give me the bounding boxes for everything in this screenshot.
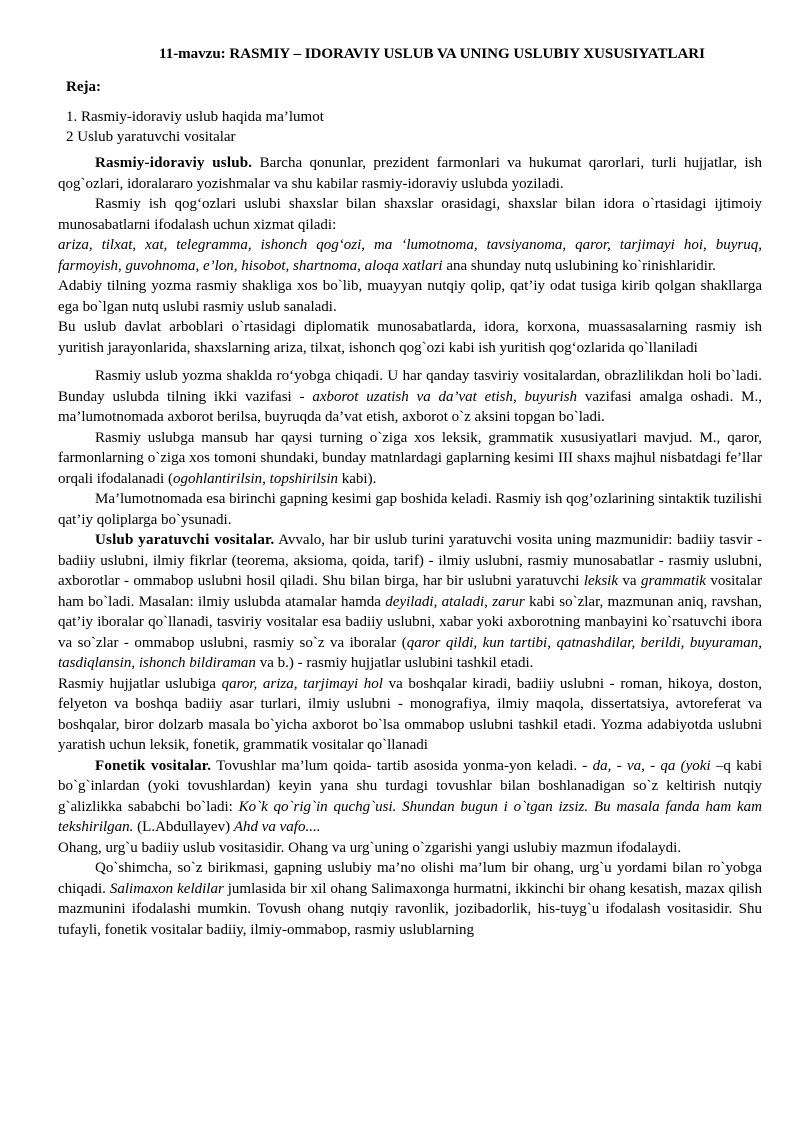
italic-text: - da, - va, - qa (yoki — [582, 757, 711, 774]
section-lead: Uslub yaratuvchi vositalar. — [95, 532, 275, 548]
paragraph-text: Rasmiy uslubga mansub har qaysi turning o`ziga xos leksik, grammatik xususiyatlari mavjud. M., qaror, farmonlarning o`ziga xos tomoni shundaki, bunday matnlardagi gaplarning kesimi III shaxs majhul nisbatdagi fe’llar orqali ifodalanadi ( — [58, 429, 762, 487]
italic-text: ogohlantirilsin, topshirilsin — [172, 470, 338, 487]
paragraph-text: vazifasi amalga oshadi. M., ma’lumotnomada axborot berilsa, buyruqda da’vat etish, axborot o`z aksini topgan bo`ladi. — [58, 388, 762, 425]
paragraph-text: kabi so`zlar, mazmunan aniq, ravshan, qat’iy iboralar qo`llanadi, tasviriy vositalar esa badiiy uslubni, xabar yoki axborotning manbayini ko`rsatuvchi ibora va so`zlar - ommabop uslubni, rasmiy so`z va iboralar ( — [58, 593, 762, 651]
italic-text: deyiladi, ataladi, zarur — [385, 593, 525, 610]
paragraph-text: Tovushlar ma’lum qoida- tartib asosida yonma-yon keladi. — [211, 757, 583, 774]
paragraph: Rasmiy ish qog‘ozlari uslubi shaxslar bilan shaxslar orasidagi, shaxslar bilan idora o`rtasidagi ijtimoiy munosabatlarni ifodalash uchun xizmat qiladi: — [58, 196, 762, 233]
paragraph — [58, 530, 762, 674]
section-lead: Fonetik vositalar. — [95, 757, 212, 774]
italic-text: Ahd va vafo.... — [233, 819, 321, 835]
italic-text: grammatik — [640, 573, 706, 589]
paragraph — [58, 153, 762, 194]
paragraph-text: (L.Abdullayev) — [133, 819, 234, 835]
italic-text: Salimaxon keldilar — [109, 880, 224, 897]
italic-text: Ko`k qo`rig`in quchg`usi. Shundan bugun i o`tgan izsiz. Bu masala fanda ham kam tekshirilgan. — [58, 798, 762, 835]
paragraph: Ohang, urg`u badiiy uslub vositasidir. Ohang va urg`uning o`zgarishi yangi uslubiy mazmun ifodalaydi. — [58, 839, 682, 856]
paragraph: Bu uslub davlat arboblari o`rtasidagi diplomatik munosabatlarda, idora, korxona, muassasalarning rasmiy ish yuritish jarayonlarida, shaxslarning ariza, tilxat, ishonch qog`ozi kabi ish yuritish qog‘ozlarida qo`llaniladi — [58, 319, 762, 356]
paragraph — [58, 674, 762, 756]
italic-text: axborot uzatish va da’vat etish, buyurish — [312, 388, 578, 405]
paragraph-text: Avvalo, har bir uslub turini yaratuvchi vosita uning mazmunidir: badiiy tasvir - badiiy uslubni, ilmiy fikrlar (teorema, aksioma, qoida, tarif) - ilmiy uslubni, rasmiy munosabatlar - rasmiy uslubni, axborotlar - ommabop uslubni hosil qiladi. Shu bilan birga, har bir uslubni yaratuvchi — [58, 532, 762, 589]
paragraph-text: kabi). — [338, 470, 377, 487]
plan-list — [66, 107, 762, 147]
page-title: 11-mavzu: RASMIY – IDORAVIY USLUB VA UNING USLUBIY XUSUSIYATLARI — [159, 46, 705, 62]
plan-item: 2 Uslub yaratuvchi vositalar — [66, 129, 236, 145]
paragraph-text: va boshqalar kiradi, badiiy uslubni - roman, hikoya, doston, felyeton va boshqa badiiy asar turlari, ilmiy uslubni - monografiya, ilmiy maqola, dissertatsiya, avtoreferat va boshqalar, biror dolzarb masala bo`yicha axborot bo`lsa ommabop uslubni tashkil etadi. Yozma adabiyotda uslubni yaratish uchun leksik, fonetik, grammatik vositalar qo`llanadi — [58, 675, 762, 753]
paragraph-text: va — [618, 573, 641, 589]
paragraph-text: va b.) - rasmiy hujjatlar uslubini tashkil etadi. — [255, 655, 534, 671]
paragraph-text: jumlasida bir xil ohang Salimaxonga hurmatni, ikkinchi bir ohang kesatish, mazax qilish mazmunini ifodalashi mumkin. Tovush ohang nutqiy ravonlik, jozibadorlik, his-tuyg`u ifodalash vositasidir. Shu tufayli, fonetik vositalar badiiy, ilmiy-ommabop, rasmiy uslublarning — [58, 880, 762, 938]
italic-text: qaror, ariza, tarjimayi hol — [221, 675, 383, 692]
paragraph-text: Rasmiy uslub yozma shaklda ro‘yobga chiqadi. U har qanday tasviriy vositalardan, obrazlilikdan holi bo`ladi. Bunday uslubda tilning ikki vazifasi - — [58, 368, 762, 405]
paragraph — [58, 756, 762, 838]
document-page — [58, 44, 762, 940]
italic-text: qaror qildi, kun tartibi, qatnashdilar, berildi, buyuraman, tasdiqlansin, ishonch bildiraman — [58, 634, 762, 671]
paragraph-text: Qo`shimcha, so`z birikmasi, gapning uslubiy ma’no olishi ma’lum bir ohang, urg`u yordami bilan ro`yobga chiqadi. — [58, 860, 762, 897]
paragraph — [58, 235, 762, 276]
paragraph-text: Rasmiy hujjatlar uslubiga — [58, 675, 222, 692]
paragraph — [58, 366, 762, 428]
paragraph-text: vositalar ham bo`ladi. Masalan: ilmiy uslubda atamalar hamda — [58, 573, 762, 610]
paragraph — [58, 428, 762, 490]
italic-text: ariza, tilxat, xat, telegramma, ishonch qog‘ozi, ma ‘lumotnoma, tavsiyanoma, qaror, tarjimayi hoi, buyruq, farmoyish, guvohnoma, e’lon, hisobot, shartnoma, aloqa xatlari — [58, 237, 762, 274]
plan-item: 1. Rasmiy-idoraviy uslub haqida ma’lumot — [66, 109, 324, 125]
paragraph: Ma’lumotnomada esa birinchi gapning kesimi gap boshida keladi. Rasmiy ish qog’ozlarining sintaktik tuzilishi qat’iy qoliplarga bo`ysunadi. — [58, 491, 762, 528]
paragraph — [58, 858, 762, 940]
section-lead: Rasmiy-idoraviy uslub. — [95, 155, 253, 171]
plan-heading: Reja: — [66, 79, 101, 95]
paragraph-text: –q kabi bo`g`inlardan (yoki tovushlardan) keyin yana shu turdagi tovushlar bilan boshlanadigan so`z keltirish nutqiy g`alizlikka sababchi bo`ladi: — [58, 757, 763, 815]
paragraph-text: ana shunday nutq uslubining ko`rinishlaridir. — [442, 257, 716, 274]
paragraph-text: Barcha qonunlar, prezident farmonlari va hukumat qarorlari, turli hujjatlar, ish qog`ozlari, idoralararo yozishmalar va shu kabilar rasmiy-idoraviy uslubda yoziladi. — [58, 155, 762, 192]
paragraph: Adabiy tilning yozma rasmiy shakliga xos bo`lib, muayyan nutqiy qolip, qat’iy odat tusiga kirib qolgan shakllarga ega bo`lgan nutq uslubi rasmiy uslub sanaladi. — [58, 278, 762, 315]
italic-text: leksik — [583, 573, 619, 589]
